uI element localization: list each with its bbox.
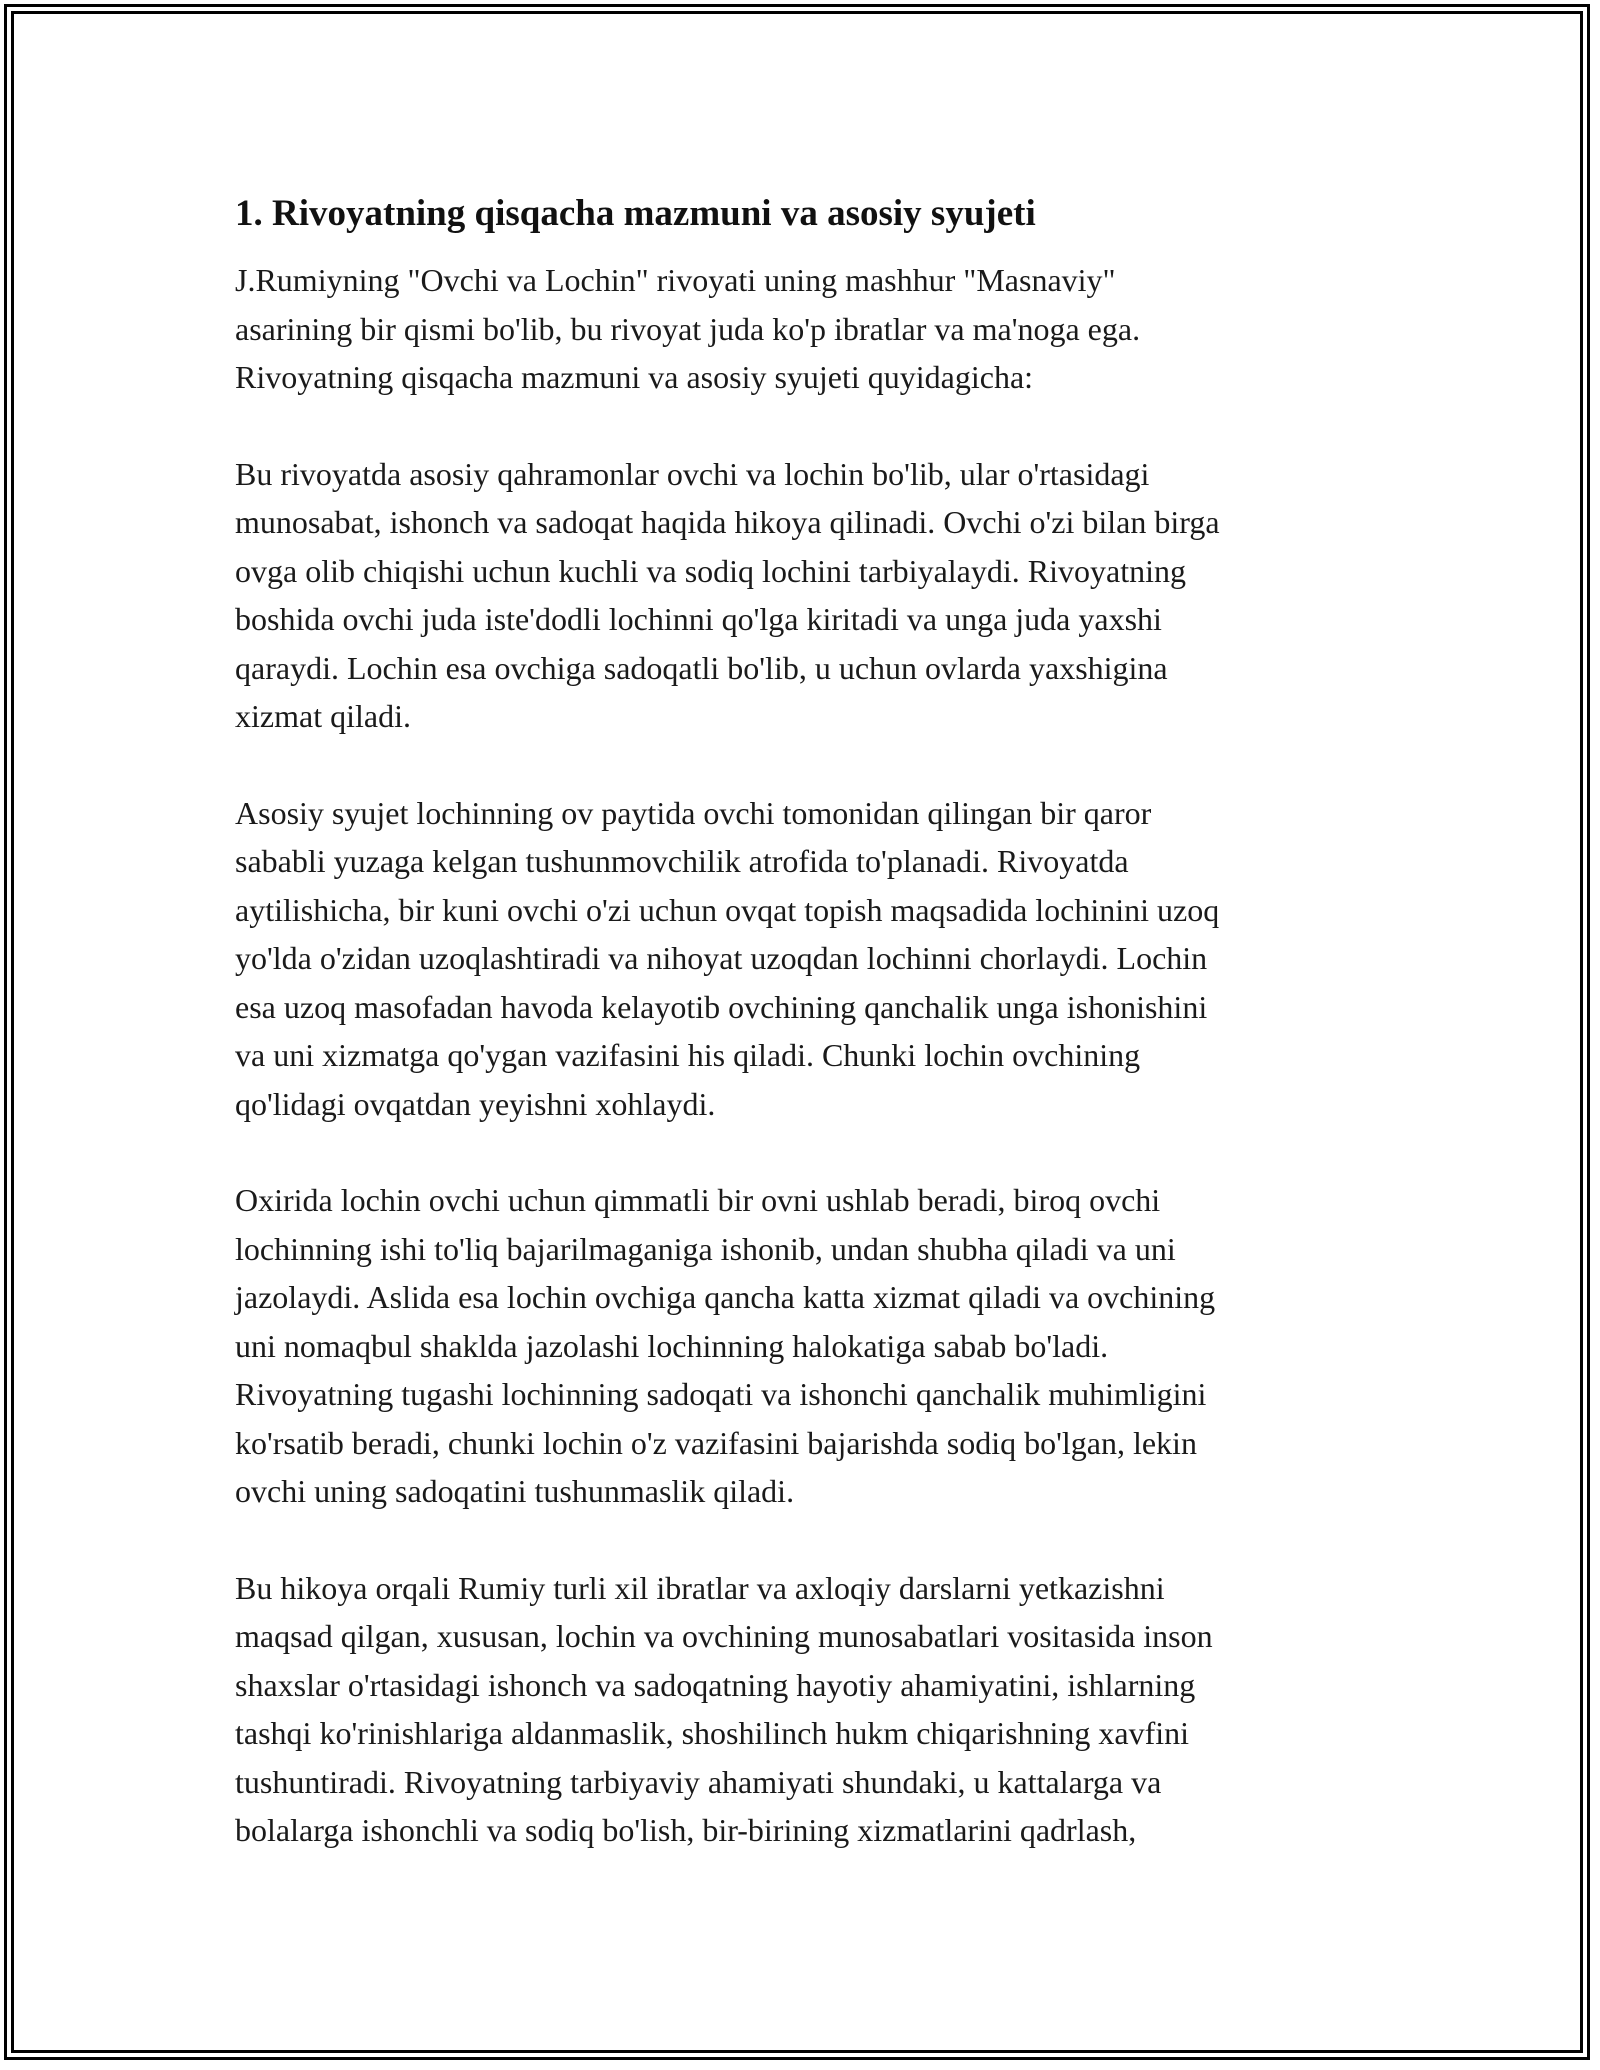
text-line: Rivoyatning tugashi lochinning sadoqati va ishonchi qanchalik muhimligini bbox=[235, 1376, 1207, 1412]
text-line: J.Rumiyning "Ovchi va Lochin" rivoyati uning mashhur "Masnaviy" bbox=[235, 262, 1116, 298]
paragraph-ending bbox=[235, 1176, 1375, 1516]
document-body bbox=[235, 186, 1375, 1903]
text-line: Oxirida lochin ovchi uchun qimmatli bir ovni ushlab beradi, biroq ovchi bbox=[235, 1182, 1161, 1218]
paragraph-lesson bbox=[235, 1564, 1375, 1855]
text-line: shaxslar o'rtasidagi ishonch va sadoqatning hayotiy ahamiyatini, ishlarning bbox=[235, 1666, 1196, 1703]
text-line: bolalarga ishonchli va sodiq bo'lish, bir-birining xizmatlarini qadrlash, bbox=[235, 1812, 1137, 1848]
text-line: Bu hikoya orqali Rumiy turli xil ibratlar va axloqiy darslarni yetkazishni bbox=[235, 1569, 1165, 1606]
section-heading: 1. Rivoyatning qisqacha mazmuni va asosiy syujeti bbox=[235, 193, 1036, 234]
text-line: Asosiy syujet lochinning ov paytida ovchi tomonidan qilingan bir qaror bbox=[235, 794, 1152, 831]
text-line: qo'lidagi ovqatdan yeyishni xohlaydi. bbox=[235, 1085, 716, 1122]
text-line: boshida ovchi juda iste'dodli lochinni qo'lga kiritadi va unga juda yaxshi bbox=[235, 601, 1162, 637]
text-line: xizmat qiladi. bbox=[235, 698, 411, 734]
text-line: yo'lda o'zidan uzoqlashtiradi va nihoyat uzoqdan lochinni chorlaydi. Lochin bbox=[235, 940, 1208, 976]
text-line: maqsad qilgan, xususan, lochin va ovchining munosabatlari vositasida inson bbox=[235, 1618, 1213, 1654]
text-line: ko'rsatib beradi, chunki lochin o'z vazifasini bajarishda sodiq bo'lgan, lekin bbox=[235, 1424, 1197, 1461]
text-line: uni nomaqbul shaklda jazolashi lochinning halokatiga sabab bo'ladi. bbox=[235, 1327, 1109, 1364]
text-line: munosabat, ishonch va sadoqat haqida hikoya qilinadi. Ovchi o'zi bilan birga bbox=[235, 504, 1220, 540]
text-line: ovchi uning sadoqatini tushunmaslik qiladi. bbox=[235, 1473, 795, 1509]
text-line: lochinning ishi to'liq bajarilmaganiga ishonib, undan shubha qiladi va uni bbox=[235, 1230, 1176, 1267]
paragraph-plot bbox=[235, 789, 1375, 1129]
text-line: asarining bir qismi bo'lib, bu rivoyat juda ko'p ibratlar va ma'noga ega. bbox=[235, 310, 1141, 347]
text-line: Bu rivoyatda asosiy qahramonlar ovchi va lochin bo'lib, ular o'rtasidagi bbox=[235, 455, 1150, 492]
paragraph-characters bbox=[235, 450, 1375, 741]
text-line: Rivoyatning qisqacha mazmuni va asosiy syujeti quyidagicha: bbox=[235, 359, 1034, 395]
text-line: qaraydi. Lochin esa ovchiga sadoqatli bo'lib, u uchun ovlarda yaxshigina bbox=[235, 649, 1168, 686]
text-line: tushuntiradi. Rivoyatning tarbiyaviy ahamiyati shundaki, u kattalarga va bbox=[235, 1763, 1162, 1800]
text-line: jazolaydi. Aslida esa lochin ovchiga qancha katta xizmat qiladi va ovchining bbox=[235, 1279, 1216, 1315]
text-line: esa uzoq masofadan havoda kelayotib ovchining qanchalik unga ishonishini bbox=[235, 988, 1208, 1025]
paragraph-intro bbox=[235, 256, 1375, 402]
text-line: aytilishicha, bir kuni ovchi o'zi uchun ovqat topish maqsadida lochinini uzoq bbox=[235, 891, 1220, 928]
text-line: tashqi ko'rinishlariga aldanmaslik, shoshilinch hukm chiqarishning xavfini bbox=[235, 1715, 1190, 1751]
text-line: ovga olib chiqishi uchun kuchli va sodiq lochini tarbiyalaydi. Rivoyatning bbox=[235, 552, 1186, 589]
text-line: sababli yuzaga kelgan tushunmovchilik atrofida to'planadi. Rivoyatda bbox=[235, 843, 1129, 879]
text-line: va uni xizmatga qo'ygan vazifasini his qiladi. Chunki lochin ovchining bbox=[235, 1037, 1141, 1073]
